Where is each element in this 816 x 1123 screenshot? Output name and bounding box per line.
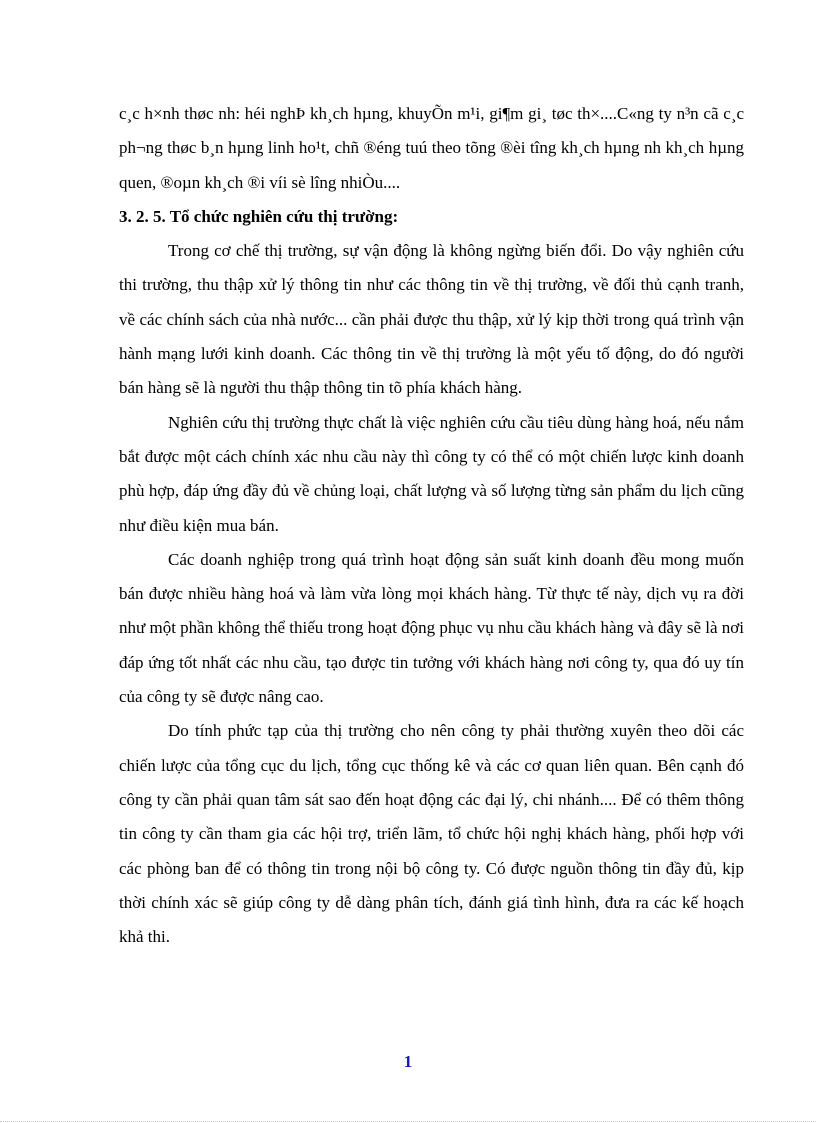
page-bottom-divider: [0, 1121, 816, 1122]
section-heading: 3. 2. 5. Tổ chức nghiên cứu thị trường:: [119, 206, 399, 226]
page-body: [119, 97, 744, 954]
paragraph-4: Do tính phức tạp của thị trường cho nên công ty phải thường xuyên theo dõi các chiến lược của tổng cục du lịch, tổng cục thống kê và các cơ quan liên quan. Bên cạnh đó công ty cần phải quan tâm sát sao đến hoạt động các đại lý, chi nhánh.... Để có thêm thông tin công ty cần tham gia các hội trợ, triển lãm, tổ chức hội nghị khách hàng, phối hợp với các phòng ban để có thông tin trong nội bộ công ty. Có được nguồn thông tin đầy đủ, kịp thời chính xác sẽ giúp công ty dễ dàng phân tích, đánh giá tình hình, đưa ra các kế hoạch khả thi.: [119, 721, 744, 947]
paragraph-1: Trong cơ chế thị trường, sự vận động là không ngừng biến đổi. Do vậy nghiên cứu thi trường, thu thập xử lý thông tin như các thông tin về thị trường, về đối thủ cạnh tranh, về các chính sách của nhà nước... cần phải được thu thập, xử lý kịp thời trong quá trình vận hành mạng lưới kinh doanh. Các thông tin về thị trường là một yếu tố động, do đó người bán hàng sẽ là người thu thập thông tin tõ phía khách hàng.: [119, 241, 744, 398]
page-number: 1: [403, 1052, 413, 1071]
paragraph-3: Các doanh nghiệp trong quá trình hoạt động sản suất kinh doanh đều mong muốn bán được nhiều hàng hoá và làm vừa lòng mọi khách hàng. Từ thực tế này, dịch vụ ra đời như một phần không thể thiếu trong hoạt động phục vụ nhu cầu khách hàng và đây sẽ là nơi đáp ứng tốt nhất các nhu cầu, tạo được tin tưởng với khách hàng nơi công ty, qua đó uy tín của công ty sẽ được nâng cao.: [119, 549, 744, 707]
garbled-paragraph: c¸c h×nh thøc nh: héi nghÞ kh¸ch hµng, khuyÕn m¹i, gi¶m gi¸ tøc th×....C«ng ty n³n cã c¸c ph¬ng thøc b¸n hµng linh ho¹t, chñ ®éng tuú theo tõng ®èi tîng kh¸ch hµng nh kh¸ch hµng quen, ®oµn kh¸ch ®i víi sè lîng nhiÒu....: [119, 104, 744, 192]
paragraph-2: Nghiên cứu thị trường thực chất là việc nghiên cứu cầu tiêu dùng hàng hoá, nếu nắm bắt được một cách chính xác nhu cầu này thì công ty có thể có một chiến lược kinh doanh phù hợp, đáp ứng đầy đủ về chủng loại, chất lượng và số lượng từng sản phẩm du lịch cũng như điều kiện mua bán.: [119, 412, 744, 535]
